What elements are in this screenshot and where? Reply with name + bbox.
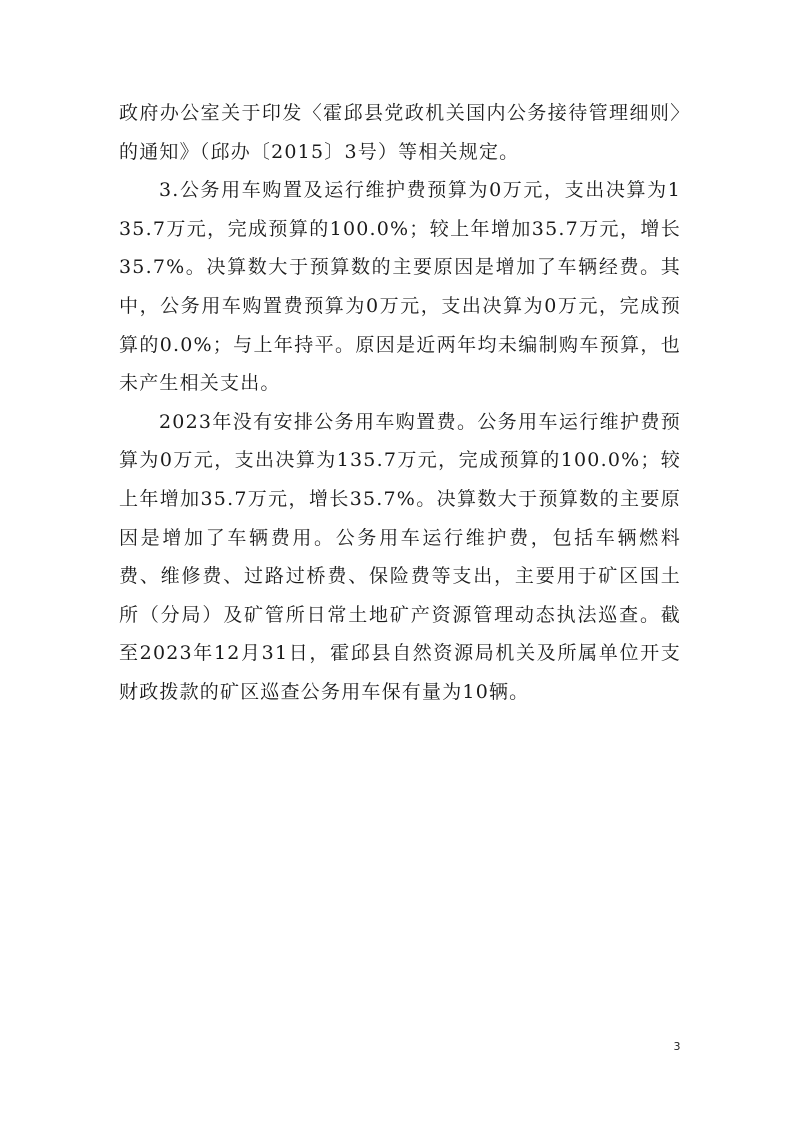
page-number: 3 [673,1040,681,1053]
paragraph-continuation: 政府办公室关于印发〈霍邱县党政机关国内公务接待管理细则〉的通知》（邱办〔2015〕3号）等相关规定。 [119,102,681,163]
paragraph-vehicle-budget: 3.公务用车购置及运行维护费预算为0万元，支出决算为135.7万元，完成预算的100.0%；较上年增加35.7万元，增长35.7%。决算数大于预算数的主要原因是增加了车辆经费。其中，公务用车购置费预算为0万元，支出决算为0万元，完成预算的0.0%；与上年持平。原因是近两年均未编制购车预算，也未产生相关支出。 [119,179,681,395]
body-text [119,94,681,712]
paragraph-vehicle-maintenance: 2023年没有安排公务用车购置费。公务用车运行维护费预算为0万元，支出决算为135.7万元，完成预算的100.0%；较上年增加35.7万元，增长35.7%。决算数大于预算数的主要原因是增加了车辆费用。公务用车运行维护费，包括车辆燃料费、维修费、过路过桥费、保险费等支出，主要用于矿区国土所（分局）及矿管所日常土地矿产资源管理动态执法巡查。截至2023年12月31日，霍邱县自然资源局机关及所属单位开支财政拨款的矿区巡查公务用车保有量为10辆。 [119,410,681,703]
